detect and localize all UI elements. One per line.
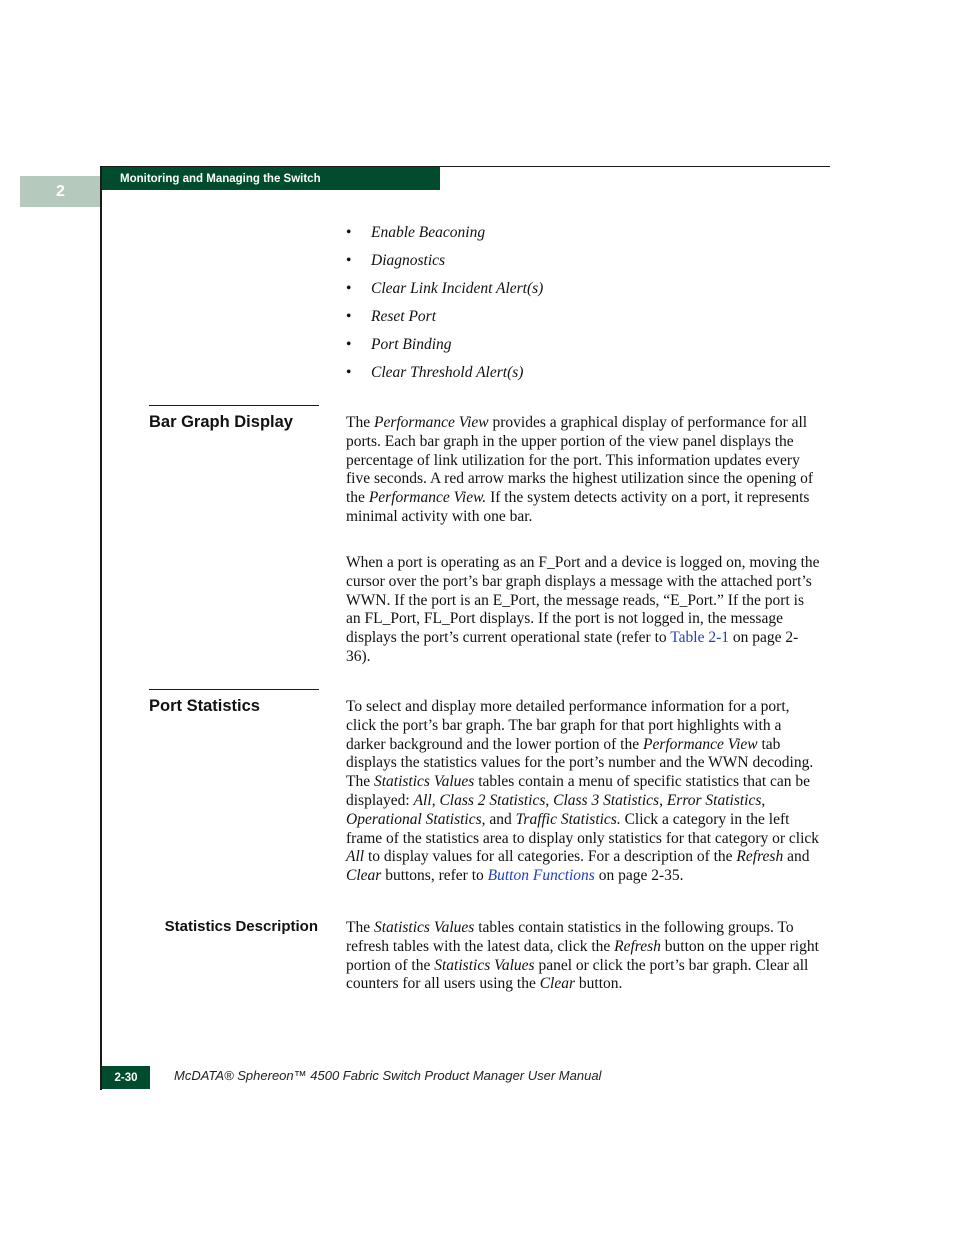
chapter-number-tab: 2	[20, 176, 101, 207]
bullet-glyph: •	[346, 336, 352, 353]
list-item	[346, 250, 816, 278]
section-rule	[149, 405, 319, 406]
bullet-glyph: •	[346, 308, 352, 325]
list-item	[346, 222, 816, 250]
statistics-description-paragraph: The Statistics Values tables contain statistics in the following groups. To refresh tables with the latest data, click the Refresh button on the upper right portion of the Statistics Values panel or click the port’s bar graph. Clear all counters for all users using the Clear button.	[346, 919, 819, 993]
bullet-glyph: •	[346, 252, 352, 269]
bar-graph-paragraph-1: The Performance View provides a graphical display of performance for all ports. Each bar graph in the upper portion of the view panel displays the percentage of link utilization for the port. This information updates every five seconds. A red arrow marks the highest utilization since the opening of the Performance View. If the system detects activity on a port, it represents minimal activity with one bar.	[346, 414, 814, 525]
page-margin-rule	[100, 166, 102, 1090]
list-item-text: Diagnostics	[371, 252, 446, 269]
button-functions-link[interactable]: Button Functions	[487, 867, 595, 885]
bullet-glyph: •	[346, 280, 352, 297]
footer-manual-title: McDATA® Sphereon™ 4500 Fabric Switch Product Manager User Manual	[174, 1068, 602, 1083]
section-heading-bar-graph: Bar Graph Display	[149, 413, 293, 431]
list-item-text: Clear Link Incident Alert(s)	[371, 280, 544, 297]
list-item-text: Port Binding	[371, 336, 452, 353]
list-item	[346, 362, 816, 390]
list-item	[346, 278, 816, 306]
table-2-1-link[interactable]: Table 2-1	[670, 629, 729, 647]
section-heading-port-statistics: Port Statistics	[149, 697, 260, 715]
bullet-glyph: •	[346, 224, 352, 241]
list-item	[346, 334, 816, 362]
port-statistics-paragraph: To select and display more detailed performance information for a port, click the port’s bar graph. The bar graph for that port highlights with a darker background and the lower portion of the Performance View tab displays the statistics values for the port’s number and the WWN decoding. The Statistics Values tables contain a menu of specific statistics that can be displayed: All, Class 2 Statistics, Class 3 Statistics, Error Statistics, Operational Statistics, and Traffic Statistics. Click a category in the left frame of the statistics area to display only statistics for that category or click All to display values for all categories. For a description of the Refresh and Clear buttons, refer to Button Functions on page 2-35.	[346, 698, 820, 885]
subsection-heading-statistics-description: Statistics Description	[164, 918, 318, 935]
page-number: 2-30	[102, 1066, 150, 1089]
list-item	[346, 306, 816, 334]
list-item-text: Reset Port	[371, 308, 436, 325]
bullet-glyph: •	[346, 364, 352, 381]
section-rule	[149, 689, 319, 690]
list-item-text: Enable Beaconing	[371, 224, 486, 241]
menu-option-list	[346, 222, 816, 390]
list-item-text: Clear Threshold Alert(s)	[371, 364, 524, 381]
bar-graph-paragraph-2: When a port is operating as an F_Port and a device is logged on, moving the cursor over the port’s bar graph displays a message with the attached port’s WWN. If the port is an E_Port, the message reads, “E_Port.” If the port is an FL_Port, FL_Port displays. If the port is not logged in, the message displays the port’s current operational state (refer to Table 2-1 on page 2-36).	[346, 554, 820, 665]
running-head: Monitoring and Managing the Switch	[102, 167, 440, 190]
